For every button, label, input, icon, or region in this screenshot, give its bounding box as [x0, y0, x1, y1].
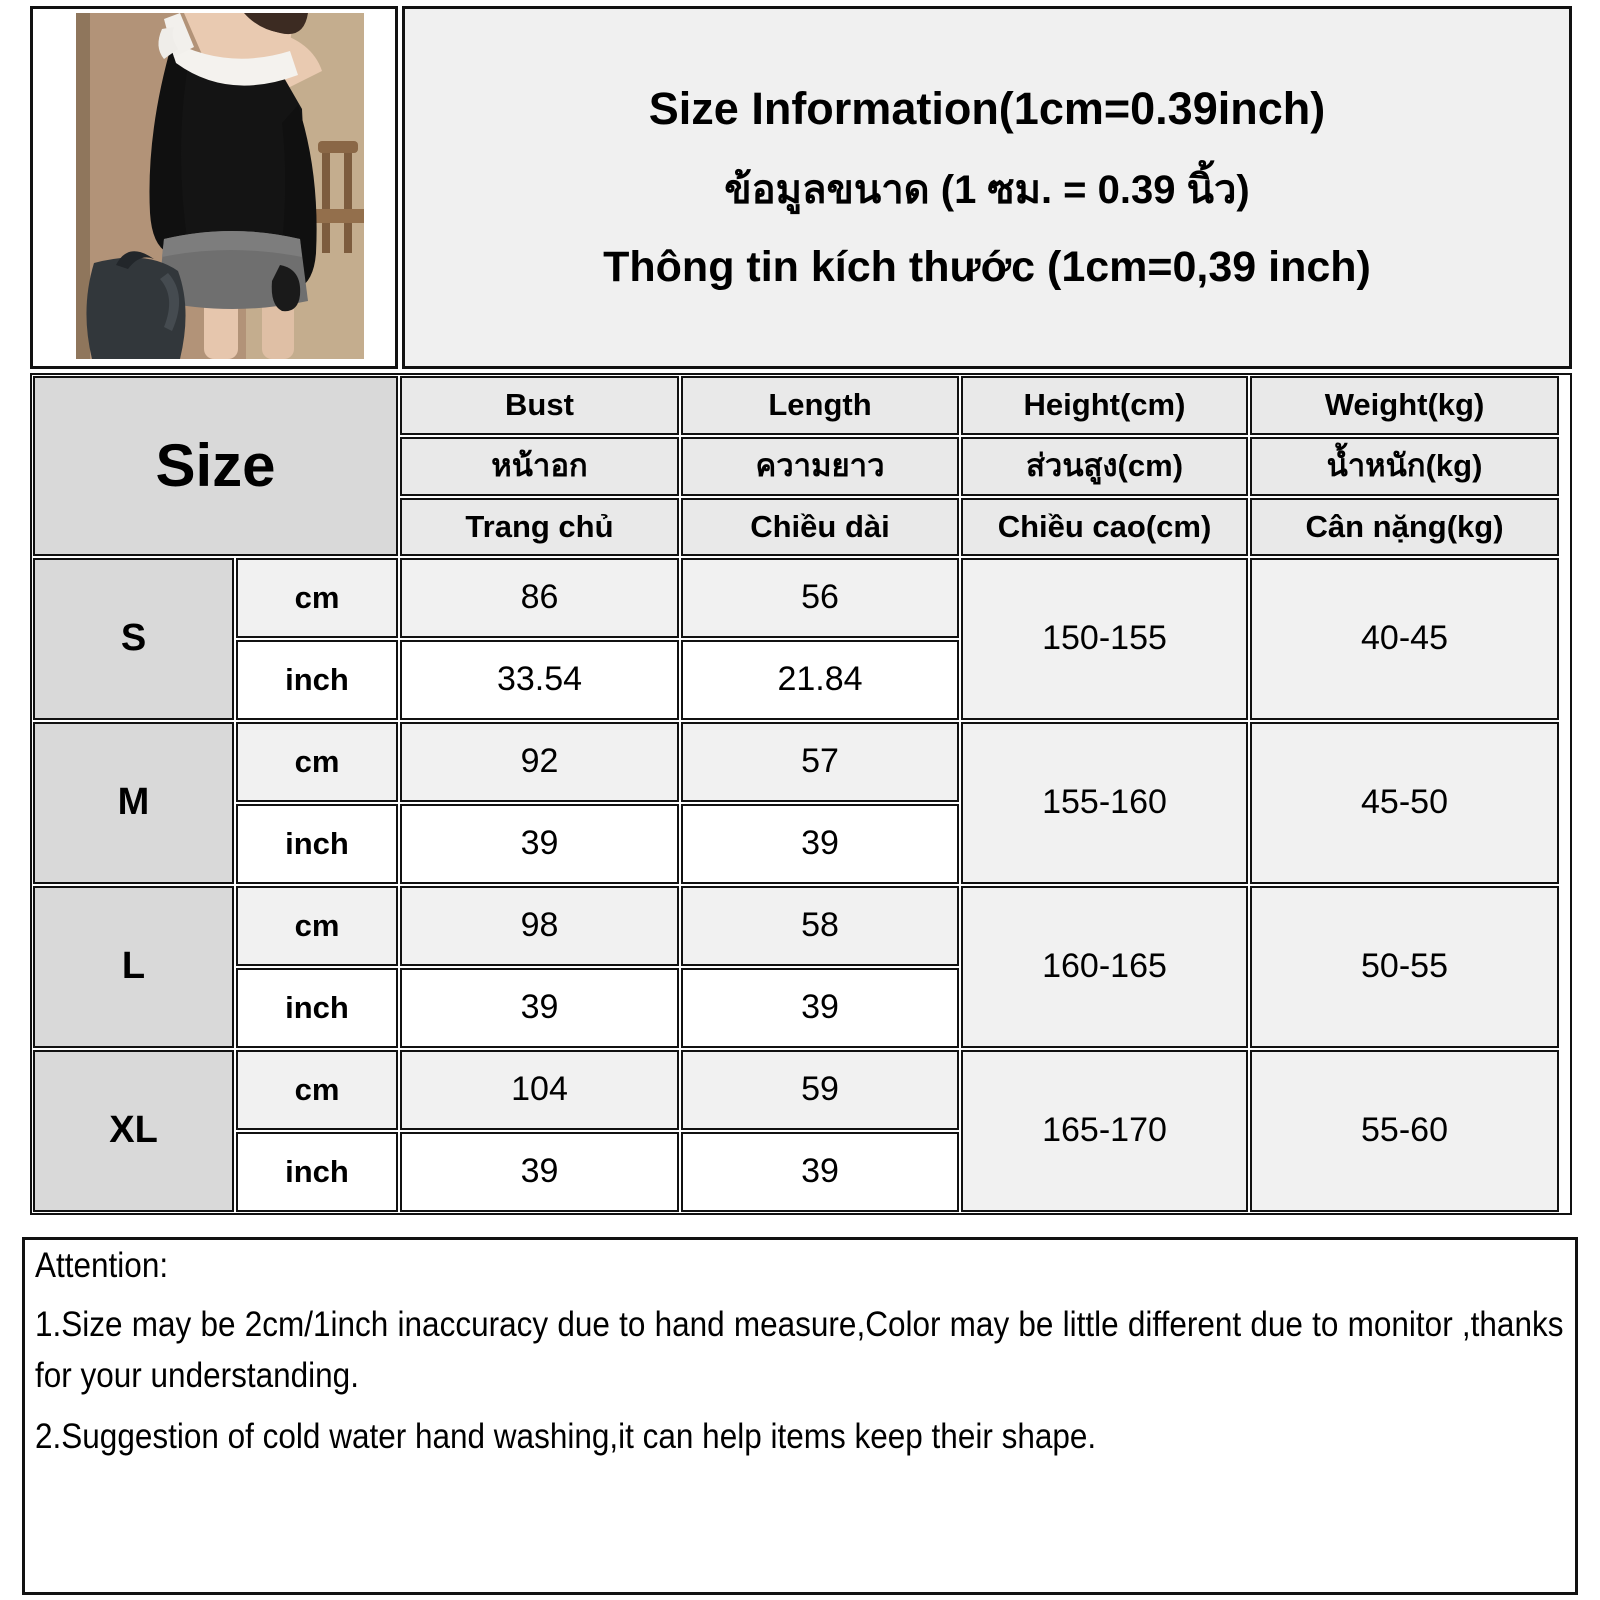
- col-header-bust-en: Bust: [400, 376, 679, 435]
- length-cm-value: 57: [681, 722, 959, 802]
- length-inch-value: 39: [681, 804, 959, 884]
- bust-cm-value: 86: [400, 558, 679, 638]
- size-row-label: XL: [33, 1050, 234, 1212]
- bust-inch-value: 39: [400, 1132, 679, 1212]
- length-cm-value: 56: [681, 558, 959, 638]
- title-vietnamese: Thông tin kích thước (1cm=0,39 inch): [603, 243, 1371, 291]
- unit-inch-label: inch: [236, 640, 398, 720]
- unit-cm-label: cm: [236, 558, 398, 638]
- bust-cm-value: 92: [400, 722, 679, 802]
- unit-cm-label: cm: [236, 1050, 398, 1130]
- size-corner-header: Size: [33, 376, 398, 556]
- bust-inch-value: 33.54: [400, 640, 679, 720]
- col-header-weight-th: น้ำหนัก(kg): [1250, 437, 1559, 496]
- attention-note-1: 1.Size may be 2cm/1inch inaccuracy due to hand measure,Color may be little different due to monitor ,thanks for your understanding.: [35, 1305, 1564, 1395]
- bag-shape: [86, 251, 185, 359]
- col-header-length-en: Length: [681, 376, 959, 435]
- weight-range-value: 55-60: [1250, 1050, 1559, 1212]
- height-range-value: 160-165: [961, 886, 1248, 1048]
- col-header-length-vi: Chiều dài: [681, 498, 959, 556]
- size-row-label: S: [33, 558, 234, 720]
- unit-inch-label: inch: [236, 804, 398, 884]
- length-inch-value: 21.84: [681, 640, 959, 720]
- bust-cm-value: 98: [400, 886, 679, 966]
- height-range-value: 165-170: [961, 1050, 1248, 1212]
- unit-inch-label: inch: [236, 968, 398, 1048]
- top-row: [30, 6, 1572, 369]
- weight-range-value: 45-50: [1250, 722, 1559, 884]
- size-row-label: M: [33, 722, 234, 884]
- col-header-height-en: Height(cm): [961, 376, 1248, 435]
- col-header-weight-en: Weight(kg): [1250, 376, 1559, 435]
- col-header-weight-vi: Cân nặng(kg): [1250, 498, 1559, 556]
- col-header-length-th: ความยาว: [681, 437, 959, 496]
- title-english: Size Information(1cm=0.39inch): [648, 83, 1326, 134]
- unit-cm-label: cm: [236, 722, 398, 802]
- weight-range-value: 40-45: [1250, 558, 1559, 720]
- title-thai: ข้อมูลขนาด (1 ซม. = 0.39 นิ้ว): [724, 168, 1250, 212]
- size-row-label: L: [33, 886, 234, 1048]
- attention-box: [22, 1237, 1578, 1595]
- weight-range-value: 50-55: [1250, 886, 1559, 1048]
- col-header-bust-th: หน้าอก: [400, 437, 679, 496]
- title-box: [402, 6, 1572, 369]
- size-table: [30, 373, 1572, 1215]
- height-range-value: 150-155: [961, 558, 1248, 720]
- product-photo-frame: [30, 6, 398, 369]
- length-cm-value: 58: [681, 886, 959, 966]
- bust-inch-value: 39: [400, 968, 679, 1048]
- length-cm-value: 59: [681, 1050, 959, 1130]
- col-header-height-th: ส่วนสูง(cm): [961, 437, 1248, 496]
- bust-inch-value: 39: [400, 804, 679, 884]
- unit-cm-label: cm: [236, 886, 398, 966]
- product-photo: [76, 13, 364, 359]
- length-inch-value: 39: [681, 1132, 959, 1212]
- bust-cm-value: 104: [400, 1050, 679, 1130]
- height-range-value: 155-160: [961, 722, 1248, 884]
- attention-note-2: 2.Suggestion of cold water hand washing,it can help items keep their shape.: [35, 1416, 1097, 1456]
- col-header-height-vi: Chiều cao(cm): [961, 498, 1248, 556]
- unit-inch-label: inch: [236, 1132, 398, 1212]
- col-header-bust-vi: Trang chủ: [400, 498, 679, 556]
- length-inch-value: 39: [681, 968, 959, 1048]
- attention-heading: Attention:: [35, 1246, 169, 1285]
